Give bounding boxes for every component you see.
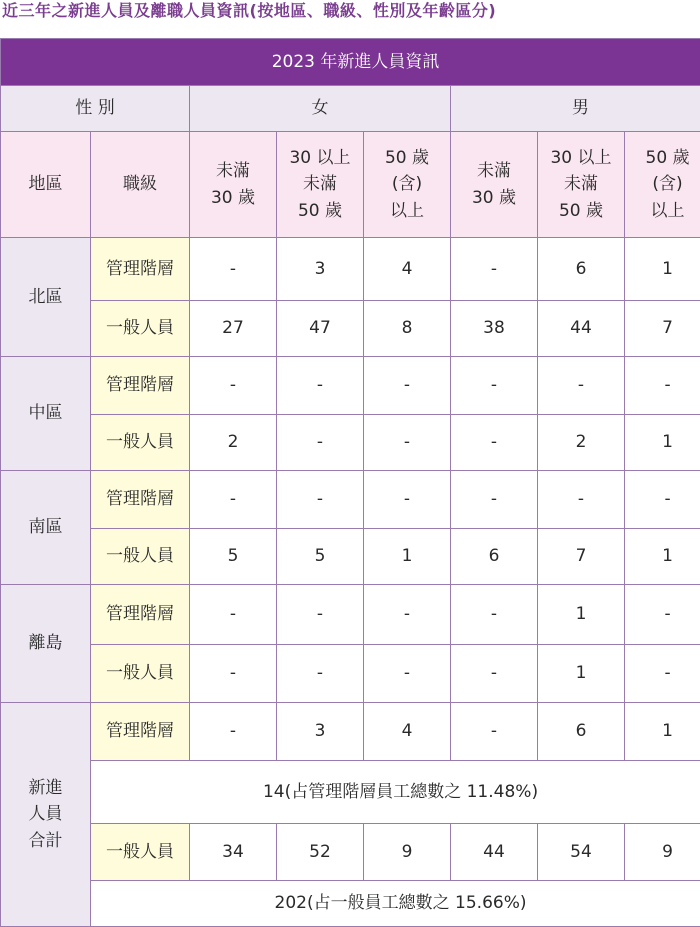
value-cell: - xyxy=(277,415,364,471)
banner-row xyxy=(1,39,700,86)
value-cell: 1 xyxy=(625,238,700,301)
value-cell: 6 xyxy=(451,529,538,585)
table-row xyxy=(1,238,700,301)
value-cell: - xyxy=(190,238,277,301)
value-cell: - xyxy=(451,238,538,301)
age-group-header xyxy=(625,132,700,238)
age-group-header-line: 未滿 xyxy=(538,171,624,197)
value-cell: - xyxy=(277,645,364,703)
age-group-header-line: 未滿 xyxy=(277,171,363,197)
value-cell: - xyxy=(451,415,538,471)
age-group-header-line: 未滿 xyxy=(190,158,276,184)
value-cell: 2 xyxy=(538,415,625,471)
value-cell: - xyxy=(277,585,364,645)
value-cell: - xyxy=(451,471,538,529)
value-cell: 3 xyxy=(277,703,364,761)
age-group-header xyxy=(364,132,451,238)
male-header: 男 xyxy=(451,86,700,132)
region-cell: 北區 xyxy=(1,238,91,357)
value-cell: - xyxy=(364,585,451,645)
value-cell: 1 xyxy=(538,585,625,645)
total-label-cell-line: 新進 xyxy=(1,775,90,801)
table-banner: 2023 年新進人員資訊 xyxy=(1,39,700,86)
value-cell: 1 xyxy=(364,529,451,585)
value-cell: 1 xyxy=(625,415,700,471)
age-group-header-line: 以上 xyxy=(625,198,700,224)
value-cell: 2 xyxy=(190,415,277,471)
age-group-header-line: 以上 xyxy=(364,198,450,224)
level-cell: 管理階層 xyxy=(91,471,190,529)
value-cell: - xyxy=(190,357,277,415)
value-cell: - xyxy=(190,471,277,529)
female-header: 女 xyxy=(190,86,451,132)
level-cell: 一般人員 xyxy=(91,645,190,703)
age-group-header-line: (含) xyxy=(625,171,700,197)
value-cell: - xyxy=(190,703,277,761)
value-cell: - xyxy=(451,585,538,645)
value-cell: 7 xyxy=(625,301,700,357)
value-cell: - xyxy=(451,357,538,415)
value-cell: 6 xyxy=(538,238,625,301)
table-body xyxy=(1,39,700,927)
value-cell: - xyxy=(625,645,700,703)
value-cell: 4 xyxy=(364,703,451,761)
value-cell: 44 xyxy=(451,824,538,881)
region-cell: 南區 xyxy=(1,471,91,585)
region-cell: 中區 xyxy=(1,357,91,471)
total-row xyxy=(1,703,700,761)
value-cell: 47 xyxy=(277,301,364,357)
value-cell: - xyxy=(364,357,451,415)
value-cell: 52 xyxy=(277,824,364,881)
gender-header: 性 別 xyxy=(1,86,190,132)
value-cell: - xyxy=(277,357,364,415)
level-cell: 管理階層 xyxy=(91,238,190,301)
age-group-header xyxy=(538,132,625,238)
age-group-header-line: 50 歲 xyxy=(625,145,700,171)
gender-row xyxy=(1,86,700,132)
value-cell: 3 xyxy=(277,238,364,301)
table-row xyxy=(1,301,700,357)
total-label-cell-line: 合計 xyxy=(1,828,90,854)
age-group-header xyxy=(190,132,277,238)
age-group-header-line: 30 以上 xyxy=(277,145,363,171)
value-cell: - xyxy=(364,645,451,703)
table-row xyxy=(1,357,700,415)
age-group-header-line: 30 以上 xyxy=(538,145,624,171)
total-summary-row xyxy=(1,761,700,824)
age-group-header-line: 30 歲 xyxy=(451,185,537,211)
total-label-cell xyxy=(1,703,91,927)
general-summary: 202(占一般員工總數之 15.66%) xyxy=(91,881,700,927)
level-cell: 一般人員 xyxy=(91,529,190,585)
value-cell: 8 xyxy=(364,301,451,357)
age-group-header-line: 30 歲 xyxy=(190,185,276,211)
value-cell: 34 xyxy=(190,824,277,881)
table-row xyxy=(1,645,700,703)
level-cell: 管理階層 xyxy=(91,585,190,645)
value-cell: - xyxy=(364,471,451,529)
value-cell: 38 xyxy=(451,301,538,357)
table-row xyxy=(1,585,700,645)
level-cell: 一般人員 xyxy=(91,415,190,471)
value-cell: - xyxy=(625,585,700,645)
value-cell: - xyxy=(625,357,700,415)
value-cell: 54 xyxy=(538,824,625,881)
value-cell: 44 xyxy=(538,301,625,357)
level-cell: 管理階層 xyxy=(91,703,190,761)
value-cell: - xyxy=(625,471,700,529)
value-cell: - xyxy=(190,585,277,645)
subheader-row xyxy=(1,132,700,238)
value-cell: - xyxy=(451,645,538,703)
level-cell: 管理階層 xyxy=(91,357,190,415)
age-group-header xyxy=(277,132,364,238)
mgmt-summary: 14(占管理階層員工總數之 11.48%) xyxy=(91,761,700,824)
value-cell: 4 xyxy=(364,238,451,301)
value-cell: 5 xyxy=(190,529,277,585)
value-cell: 1 xyxy=(538,645,625,703)
total-summary-row xyxy=(1,881,700,927)
value-cell: - xyxy=(190,645,277,703)
total-label-cell-line: 人員 xyxy=(1,801,90,827)
level-header: 職級 xyxy=(91,132,190,238)
page-title: 近三年之新進人員及離職人員資訊(按地區、職級、性別及年齡區分) xyxy=(0,0,700,26)
age-group-header-line: (含) xyxy=(364,171,450,197)
value-cell: 27 xyxy=(190,301,277,357)
value-cell: 1 xyxy=(625,703,700,761)
value-cell: - xyxy=(451,703,538,761)
age-group-header xyxy=(451,132,538,238)
value-cell: 9 xyxy=(364,824,451,881)
value-cell: 7 xyxy=(538,529,625,585)
value-cell: 9 xyxy=(625,824,700,881)
age-group-header-line: 未滿 xyxy=(451,158,537,184)
total-row xyxy=(1,824,700,881)
value-cell: 1 xyxy=(625,529,700,585)
value-cell: - xyxy=(538,357,625,415)
value-cell: - xyxy=(538,471,625,529)
age-group-header-line: 50 歲 xyxy=(538,198,624,224)
region-cell: 離島 xyxy=(1,585,91,703)
level-cell: 一般人員 xyxy=(91,301,190,357)
value-cell: - xyxy=(364,415,451,471)
table-row xyxy=(1,529,700,585)
age-group-header-line: 50 歲 xyxy=(277,198,363,224)
new-hire-table xyxy=(0,38,700,927)
table-row xyxy=(1,415,700,471)
table-row xyxy=(1,471,700,529)
value-cell: - xyxy=(277,471,364,529)
value-cell: 6 xyxy=(538,703,625,761)
region-header: 地區 xyxy=(1,132,91,238)
value-cell: 5 xyxy=(277,529,364,585)
age-group-header-line: 50 歲 xyxy=(364,145,450,171)
level-cell: 一般人員 xyxy=(91,824,190,881)
